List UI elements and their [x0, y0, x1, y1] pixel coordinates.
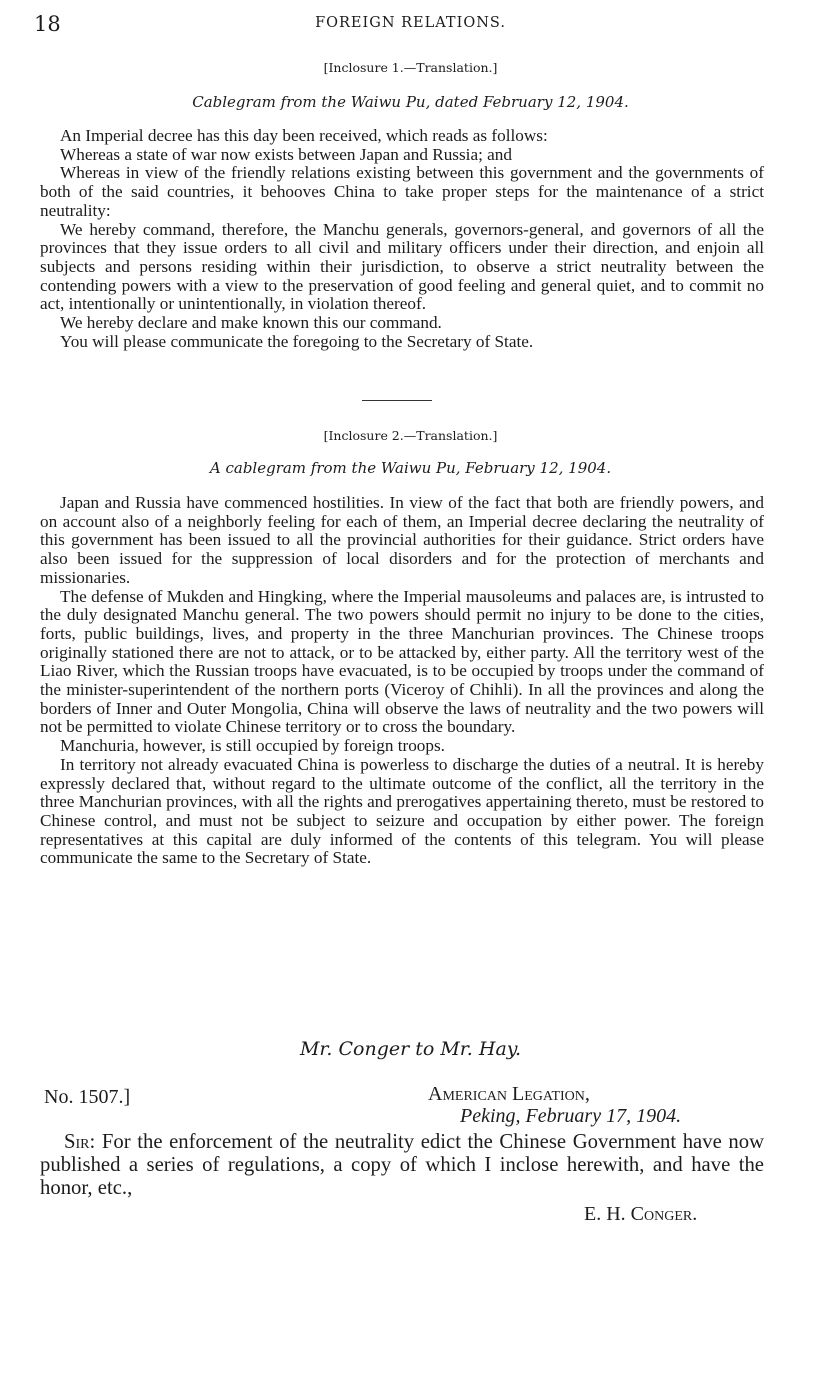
paragraph: Whereas a state of war now exists between Japan and Russia; and	[60, 144, 512, 164]
letter-heading: Mr. Conger to Mr. Hay.	[299, 1038, 522, 1060]
paragraph: Japan and Russia have commenced hostilities. In view of the fact that both are friendly powers, and on account also of a neighborly feeling for each of them, an Imperial decree declaring the neutrality of this government has been issued to all the provincial authorities for their guidance. Strict orders have also been issued for the suppression of local disorders and for the protection of merchants and missionaries.	[40, 493, 764, 587]
paragraph: Whereas in view of the friendly relations existing between this government and the governments of both of the said countries, it behooves China to take proper steps for the maintenance of a strict neutrality:	[40, 163, 764, 220]
inclosure-1-body	[40, 127, 764, 351]
paragraph: Manchuria, however, is still occupied by foreign troops.	[60, 736, 445, 756]
inclosure-2-label: [Inclosure 2.—Translation.]	[323, 428, 498, 443]
legation-name: American Legation,	[428, 1083, 590, 1105]
paragraph: You will please communicate the foregoing to the Secretary of State.	[60, 331, 534, 351]
paragraph: The defense of Mukden and Hingking, where the Imperial mausoleums and palaces are, is intrusted to the duly designated Manchu general. The two powers should permit no injury to be done to the cities, forts, public buildings, lives, and property in the three Manchurian provinces. The Chinese troops originally stationed there are not to attack, or to be attacked by, either party. All the territory west of the Liao River, which the Russian troops have evacuated, is to be occupied by troops under the command of the minister-superintendent of the northern ports (Viceroy of Chihli). In all the provinces and along the borders of Inner and Outer Mongolia, China will observe the laws of neutrality and the two powers will not be permitted to violate Chinese territory or to cross the boundary.	[40, 586, 764, 737]
signature: E. H. Conger.	[584, 1203, 698, 1225]
salutation: Sir:	[64, 1131, 96, 1153]
letter-body	[40, 1131, 764, 1200]
paragraph: In territory not already evacuated China is powerless to discharge the duties of a neutral. It is hereby expressly declared that, without regard to the ultimate outcome of the conflict, all the territory in the three Manchurian provinces, with all the rights and prerogatives appertaining thereto, must be restored to Chinese control, and must not be subject to seizure and occupation by either power. The foreign representatives at this capital are duly informed of the contents of this telegram. You will please communicate the same to the Secretary of State.	[40, 754, 764, 868]
paragraph: An Imperial decree has this day been received, which reads as follows:	[60, 126, 548, 145]
page-number: 18	[34, 12, 61, 36]
letter-text: For the enforcement of the neutrality edict the Chinese Government have now published a series of regulations, a copy of which I inclose herewith, and have the honor, etc.,	[40, 1131, 765, 1199]
inclosure-1-title: Cablegram from the Waiwu Pu, dated February 12, 1904.	[192, 93, 629, 111]
inclosure-2-body	[40, 494, 764, 868]
inclosure-1-label: [Inclosure 1.—Translation.]	[323, 60, 498, 75]
paragraph: We hereby declare and make known this our command.	[60, 313, 442, 333]
section-divider	[362, 400, 432, 401]
paragraph: We hereby command, therefore, the Manchu generals, governors-general, and governors of all the provinces that they issue orders to all civil and military officers under their direction, and enjoin all subjects and persons residing within their jurisdiction, to observe a strict neutrality between the contending powers with a view to the preservation of good feeling and general quiet, and to commit no act, intentionally or unintentionally, in violation thereof.	[40, 219, 764, 314]
running-title: FOREIGN RELATIONS.	[315, 15, 506, 31]
place-date: Peking, February 17, 1904.	[460, 1105, 682, 1127]
inclosure-2-title: A cablegram from the Waiwu Pu, February 12, 1904.	[209, 459, 612, 477]
letter-number: No. 1507.]	[44, 1086, 131, 1108]
